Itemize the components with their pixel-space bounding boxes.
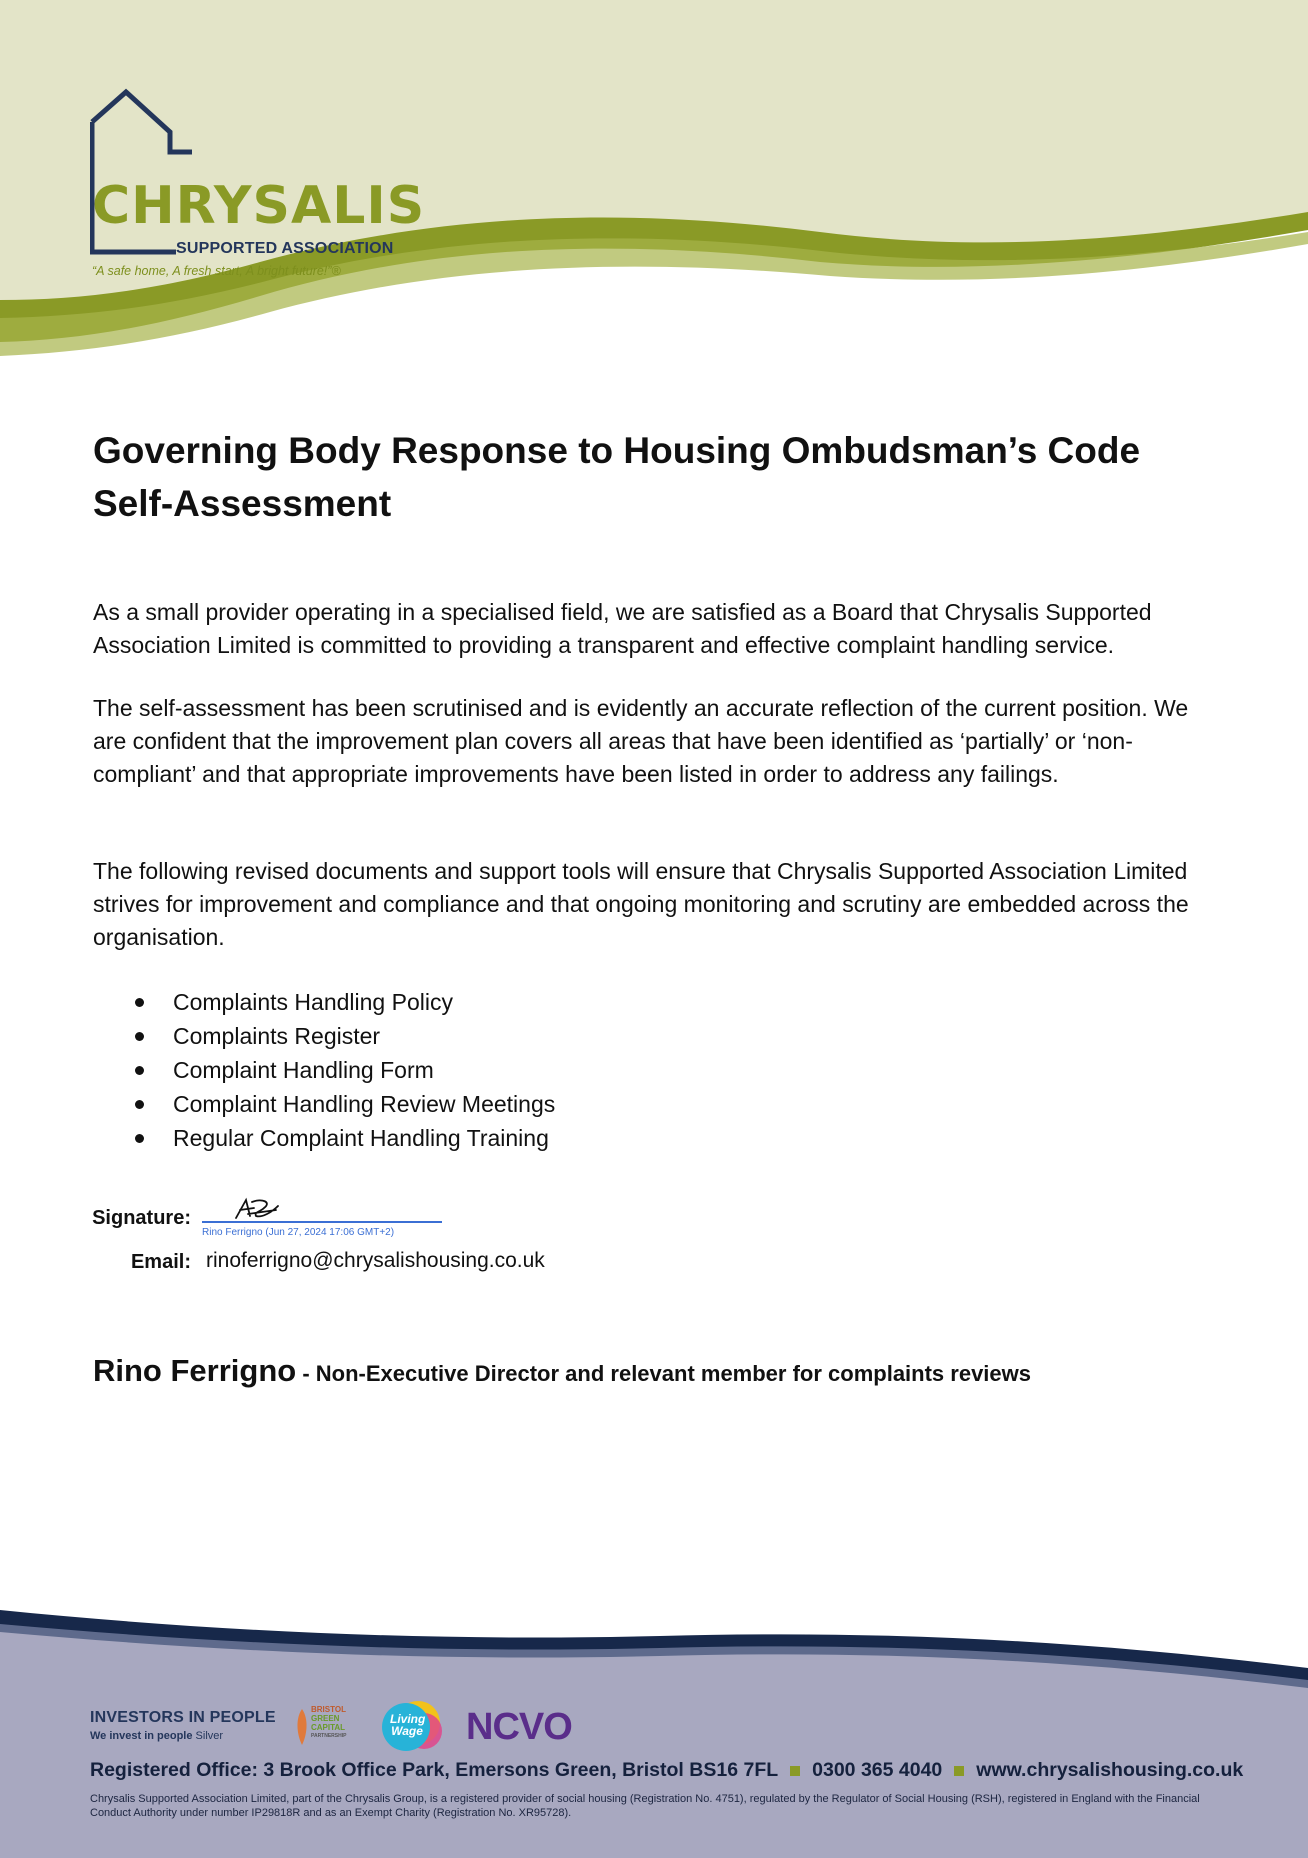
logo-tagline: “A safe home, A fresh start, A bright future!”® xyxy=(92,264,341,278)
bristol-line-2: GREEN xyxy=(311,1714,340,1723)
iip-title: INVESTORS IN PEOPLE xyxy=(90,1709,276,1726)
support-tools-list xyxy=(93,985,555,1155)
paragraph-commitment: As a small provider operating in a specialised field, we are satisfied as a Board that Chrysalis Supported Association Limited is committed to providing a transparent and effective complaint handling service. xyxy=(93,599,1152,658)
director-line xyxy=(93,1353,1031,1389)
list-item xyxy=(93,1121,555,1155)
logo-wordmark: CHRYSALIS xyxy=(92,176,426,236)
registered-office: Registered Office: 3 Brook Office Park, Emersons Green, Bristol BS16 7FL xyxy=(90,1759,779,1781)
living-wage-top: Living xyxy=(390,1712,426,1726)
bristol-line-3: CAPITAL xyxy=(311,1723,346,1732)
list-item-label: Complaints Register xyxy=(173,1023,381,1049)
handwritten-signature xyxy=(232,1196,282,1222)
iip-sub-bold: We invest in people xyxy=(90,1730,193,1742)
list-item xyxy=(93,985,555,1019)
footer-legal-text: Chrysalis Supported Association Limited, part of the Chrysalis Group, is a registered provider of social housing (Registration No. 4751), regulated by the Regulator of Social Housing (RSH), registered in England with the Financial Conduct Authority under number IP29818R and as an Exempt Charity (Registration No. XR95728). xyxy=(90,1793,1200,1819)
signature-caption: Rino Ferrigno (Jun 27, 2024 17:06 GMT+2) xyxy=(202,1227,395,1238)
bristol-line-1: BRISTOL xyxy=(311,1705,346,1714)
list-item-label: Complaints Handling Policy xyxy=(173,989,453,1015)
ncvo-logo: NCVO xyxy=(466,1706,572,1748)
list-item-label: Complaint Handling Form xyxy=(173,1057,434,1083)
living-wage-text xyxy=(390,1713,424,1737)
signature-label: Signature: xyxy=(92,1207,191,1229)
document-title xyxy=(93,424,1213,530)
living-wage-logo xyxy=(380,1699,450,1755)
bullet-icon xyxy=(135,998,144,1007)
paragraph-revised-documents: The following revised documents and support tools will ensure that Chrysalis Supported Association Limited strives for improvement and compliance and that ongoing monitoring and scrutiny are embedded across the organisation. xyxy=(93,858,1189,950)
bristol-green-capital-logo xyxy=(295,1703,365,1751)
bullet-icon xyxy=(135,1032,144,1041)
email-value: rinoferrigno@chrysalishousing.co.uk xyxy=(206,1249,545,1272)
signature-line xyxy=(202,1221,442,1223)
website-link[interactable]: www.chrysalishousing.co.uk xyxy=(976,1759,1244,1781)
list-item xyxy=(93,1019,555,1053)
separator-square-icon xyxy=(954,1766,964,1776)
iip-subtitle xyxy=(90,1730,223,1742)
list-item xyxy=(93,1087,555,1121)
list-item-label: Complaint Handling Review Meetings xyxy=(173,1091,556,1117)
bullet-icon xyxy=(135,1100,144,1109)
title-line-1: Governing Body Response to Housing Ombudsman’s Code xyxy=(93,430,1141,471)
leaf-icon xyxy=(295,1707,309,1747)
director-role: - Non-Executive Director and relevant member for complaints reviews xyxy=(296,1361,1032,1386)
investors-in-people-logo xyxy=(90,1703,280,1753)
living-wage-bottom: Wage xyxy=(391,1724,423,1738)
paragraph-scrutiny: The self-assessment has been scrutinised and is evidently an accurate reflection of the current position. We are confident that the improvement plan covers all areas that have been identified as ‘partially’ or ‘non-compliant’ and that appropriate improvements have been listed in order to address any failings. xyxy=(93,695,1189,787)
list-item xyxy=(93,1053,555,1087)
chrysalis-logo xyxy=(90,88,426,288)
email-label: Email: xyxy=(130,1251,191,1273)
bullet-icon xyxy=(135,1066,144,1075)
bristol-text xyxy=(311,1705,346,1741)
director-name: Rino Ferrigno xyxy=(93,1353,297,1388)
separator-square-icon xyxy=(790,1766,800,1776)
bullet-icon xyxy=(135,1134,144,1143)
list-item-label: Regular Complaint Handling Training xyxy=(173,1125,549,1151)
footer-address-line xyxy=(90,1759,1243,1782)
title-line-2: Self-Assessment xyxy=(93,483,392,524)
logo-subtitle: SUPPORTED ASSOCIATION xyxy=(176,240,394,257)
phone-number: 0300 365 4040 xyxy=(812,1759,943,1781)
bristol-line-4: PARTNERSHIP xyxy=(311,1733,347,1739)
iip-level: Silver xyxy=(192,1730,224,1742)
